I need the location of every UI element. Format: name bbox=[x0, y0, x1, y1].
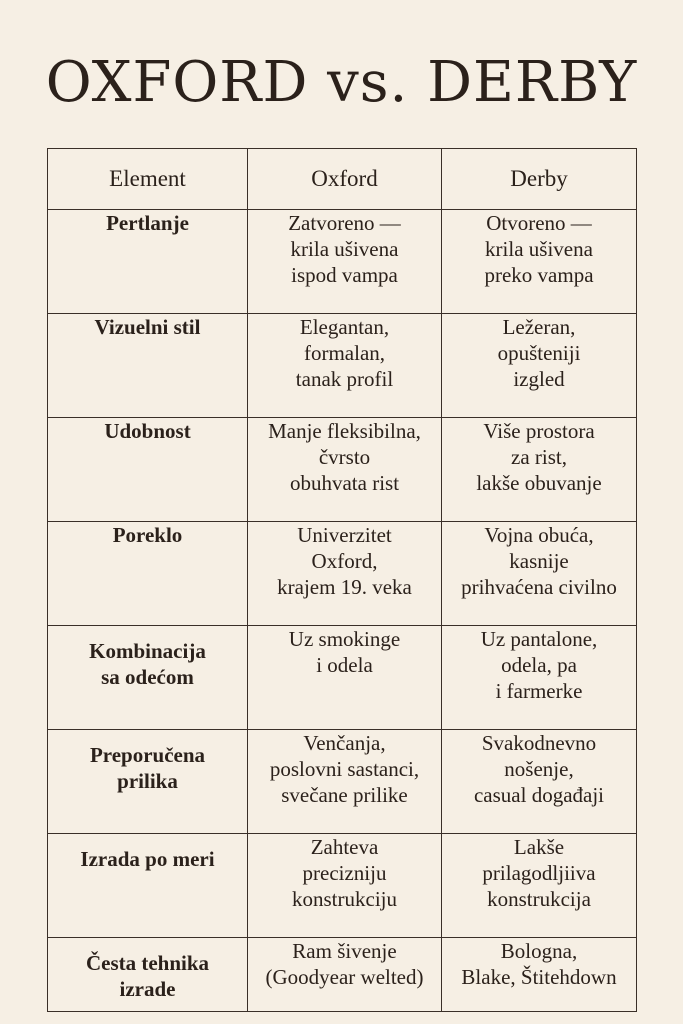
row-label-line: Česta tehnika bbox=[85, 951, 210, 975]
oxford-cell-line: svečane prilike bbox=[281, 783, 408, 807]
table-row bbox=[48, 210, 637, 314]
derby-cell-line: preko vampa bbox=[484, 263, 594, 287]
derby-cell-line: kasnije bbox=[509, 549, 569, 573]
header-element: Element bbox=[48, 149, 248, 210]
derby-cell-line: izgled bbox=[513, 367, 565, 391]
oxford-cell-line: Zatvoreno — bbox=[288, 211, 401, 235]
derby-cell bbox=[442, 626, 637, 730]
derby-cell-line: konstrukcija bbox=[487, 887, 591, 911]
oxford-cell-line: ispod vampa bbox=[291, 263, 398, 287]
oxford-cell bbox=[248, 314, 442, 418]
table-row bbox=[48, 938, 637, 1012]
derby-cell-line: krila ušivena bbox=[485, 237, 593, 261]
derby-cell-line: Uz pantalone, bbox=[480, 627, 598, 651]
table-row bbox=[48, 730, 637, 834]
derby-cell-line: prihvaćena civilno bbox=[461, 575, 617, 599]
derby-cell-line: Lakše bbox=[513, 835, 565, 859]
comparison-table bbox=[47, 148, 637, 1012]
row-label bbox=[48, 626, 248, 730]
oxford-cell-line: Uz smokinge bbox=[288, 627, 401, 651]
row-label bbox=[48, 418, 248, 522]
header-oxford: Oxford bbox=[248, 149, 442, 210]
table-row bbox=[48, 314, 637, 418]
derby-cell-line: Svakodnevno bbox=[481, 731, 597, 755]
oxford-cell-line: Zahteva bbox=[310, 835, 379, 859]
derby-cell-line: prilagodljiiva bbox=[482, 861, 596, 885]
derby-cell-line: opušteniji bbox=[497, 341, 581, 365]
derby-cell bbox=[442, 834, 637, 938]
derby-cell-line: Vojna obuća, bbox=[484, 523, 594, 547]
oxford-cell-line: poslovni sastanci, bbox=[269, 757, 420, 781]
row-label-line: sa odećom bbox=[101, 665, 194, 689]
oxford-cell bbox=[248, 626, 442, 730]
oxford-cell bbox=[248, 730, 442, 834]
derby-cell bbox=[442, 314, 637, 418]
derby-cell bbox=[442, 418, 637, 522]
oxford-cell-line: i odela bbox=[316, 653, 373, 677]
table-row bbox=[48, 418, 637, 522]
row-label-line: Kombinacija bbox=[89, 639, 206, 663]
oxford-cell-line: Elegantan, bbox=[299, 315, 390, 339]
row-label bbox=[48, 730, 248, 834]
oxford-cell bbox=[248, 522, 442, 626]
oxford-cell-line: Oxford, bbox=[311, 549, 378, 573]
table-row bbox=[48, 834, 637, 938]
row-label bbox=[48, 314, 248, 418]
derby-cell-line: odela, pa bbox=[501, 653, 577, 677]
derby-cell-line: Blake, Štitehdown bbox=[461, 965, 617, 989]
derby-cell bbox=[442, 730, 637, 834]
derby-cell-line: Ležeran, bbox=[502, 315, 576, 339]
oxford-cell-line: Manje fleksibilna, bbox=[268, 419, 421, 443]
row-label-line: Pertlanje bbox=[106, 211, 189, 235]
derby-cell-line: Bologna, bbox=[500, 939, 578, 963]
row-label bbox=[48, 938, 248, 1012]
derby-cell-line: lakše obuvanje bbox=[476, 471, 602, 495]
oxford-cell bbox=[248, 418, 442, 522]
oxford-cell-line: konstrukciju bbox=[292, 887, 397, 911]
oxford-cell-line: Ram šivenje bbox=[292, 939, 397, 963]
row-label-line: prilika bbox=[117, 769, 178, 793]
derby-cell bbox=[442, 938, 637, 1012]
derby-cell-line: nošenje, bbox=[504, 757, 574, 781]
row-label-line: Preporučena bbox=[89, 743, 206, 767]
row-label-line: Vizuelni stil bbox=[94, 315, 201, 339]
oxford-cell-line: tanak profil bbox=[295, 367, 394, 391]
derby-cell-line: za rist, bbox=[511, 445, 567, 469]
row-label bbox=[48, 522, 248, 626]
derby-cell bbox=[442, 210, 637, 314]
oxford-cell bbox=[248, 834, 442, 938]
derby-cell-line: Više prostora bbox=[483, 419, 595, 443]
oxford-cell-line: Univerzitet bbox=[297, 523, 392, 547]
table-row bbox=[48, 626, 637, 730]
row-label-line: izrade bbox=[119, 977, 176, 1001]
oxford-cell-line: precizniju bbox=[302, 861, 387, 885]
row-label bbox=[48, 834, 248, 938]
oxford-cell-line: formalan, bbox=[303, 341, 386, 365]
oxford-cell-line: obuhvata rist bbox=[289, 471, 400, 495]
row-label bbox=[48, 210, 248, 314]
oxford-cell bbox=[248, 938, 442, 1012]
table-row bbox=[48, 522, 637, 626]
table-header-row bbox=[48, 149, 637, 210]
oxford-cell-line: krajem 19. veka bbox=[277, 575, 412, 599]
page-title: OXFORD vs. DERBY bbox=[45, 50, 638, 115]
oxford-cell-line: (Goodyear welted) bbox=[265, 965, 424, 989]
derby-cell-line: Otvoreno — bbox=[486, 211, 592, 235]
oxford-cell-line: čvrsto bbox=[318, 445, 371, 469]
derby-cell-line: casual događaji bbox=[473, 783, 605, 807]
derby-cell-line: i farmerke bbox=[495, 679, 583, 703]
derby-cell bbox=[442, 522, 637, 626]
row-label-line: Udobnost bbox=[104, 419, 191, 443]
row-label-line: Poreklo bbox=[112, 523, 183, 547]
oxford-cell-line: Venčanja, bbox=[303, 731, 386, 755]
header-derby: Derby bbox=[442, 149, 637, 210]
oxford-cell bbox=[248, 210, 442, 314]
oxford-cell-line: krila ušivena bbox=[290, 237, 399, 261]
row-label-line: Izrada po meri bbox=[80, 847, 215, 871]
